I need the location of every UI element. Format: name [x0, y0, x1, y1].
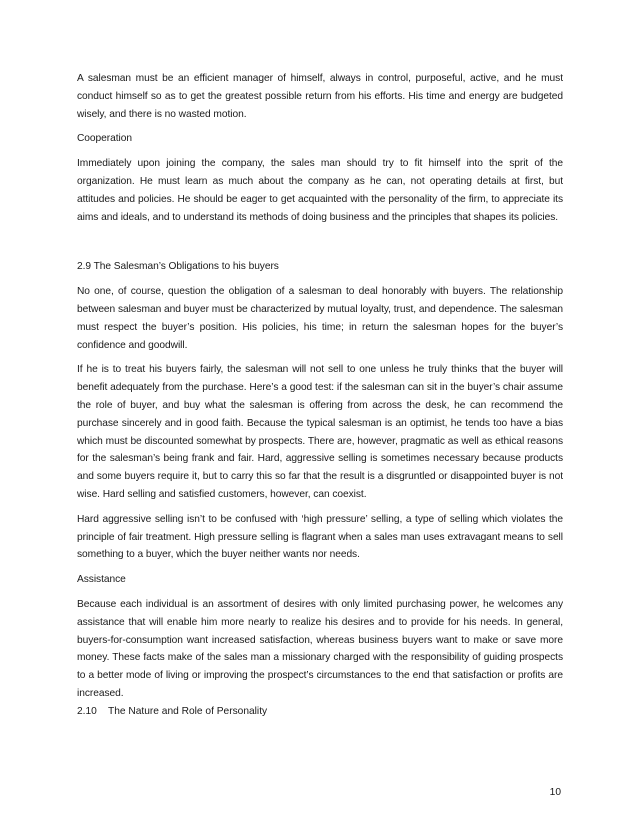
paragraph-assistance: Because each individual is an assortment of desires with only limited purchasing power, he welcomes any assistance that will enable him more nearly to realize his desires and to provide for his needs. In general, buyers-for-consumption want increased satisfaction, whereas business buyers want to make or save more money. These facts make of the sales man a missionary charged with the responsibility of guiding prospects to a better mode of living or improving the prospect’s circumstances to the end that satisfaction or profits are increased.	[77, 598, 563, 699]
heading-2-10-title: The Nature and Role of Personality	[108, 705, 268, 717]
heading-2-10-personality	[77, 703, 563, 721]
heading-cooperation: Cooperation	[77, 133, 132, 145]
paragraph-cooperation: Immediately upon joining the company, the sales man should try to fit himself into the sprit of the organization. He must learn as much about the company as he can, not operating details at first, but attitudes and policies. He should be eager to get acquainted with the personality of the firm, to appreciate its aims and ideals, and to understand its methods of doing business and the principles that shapes its policies.	[77, 158, 563, 223]
paragraph-obligations: No one, of course, question the obligation of a salesman to deal honorably with buyers. The relationship between salesman and buyer must be characterized by mutual loyalty, trust, and dependence. The salesman must respect the buyer’s position. His policies, his time; in return the salesman hopes for the buyer’s confidence and goodwill.	[77, 286, 563, 351]
page-body	[77, 70, 563, 721]
paragraph-high-pressure: Hard aggressive selling isn’t to be confused with ‘high pressure’ selling, a type of selling which violates the principle of fair treatment. High pressure selling is flagrant when a sales man uses extravagant means to sell something to a buyer, which the buyer neither wants nor needs.	[77, 513, 563, 561]
paragraph-efficient-manager: A salesman must be an efficient manager of himself, always in control, purposeful, active, and he must conduct himself so as to get the greatest possible return from his efforts. His time and energy are budgeted wisely, and there is no wasted motion.	[77, 73, 563, 120]
heading-2-10-number: 2.10	[77, 705, 97, 717]
heading-assistance: Assistance	[77, 574, 126, 586]
heading-2-9-obligations: 2.9 The Salesman’s Obligations to his buyers	[77, 261, 279, 273]
paragraph-fair-treatment: If he is to treat his buyers fairly, the salesman will not sell to one unless he truly thinks that the buyer will benefit adequately from the purchase. Here’s a good test: if the salesman can sit in the buyer’s chair assume the role of buyer, and buy what the salesman is offering from across the desk, he can recommend the purchase sincerely and in good faith. Because the typical salesman is an optimist, he tends too have a bias which must be discounted somewhat by prospects. There are, however, pragmatic as well as ethical reasons for the salesman’s being frank and fair. Hard, aggressive selling is sometimes necessary because products and some buyers require it, but to carry this so far that the result is a disgruntled or disappointed buyer is not wise. Hard selling and satisfied customers, however, can coexist.	[77, 364, 563, 500]
page-number: 10	[549, 787, 561, 798]
